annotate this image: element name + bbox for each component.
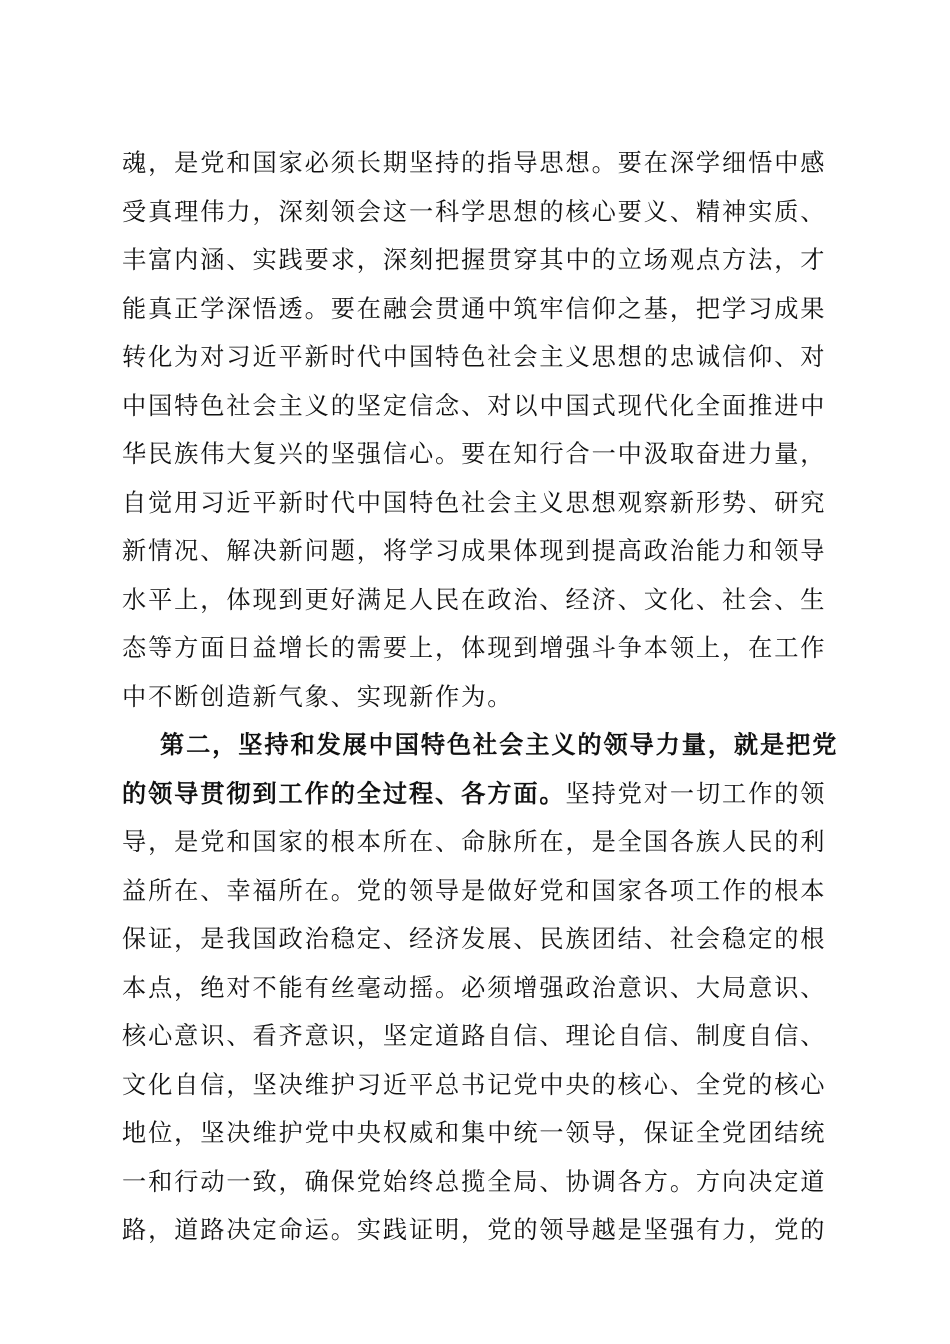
text-line: 本点，绝对不能有丝毫动摇。必须增强政治意识、大局意识、 bbox=[122, 973, 827, 1002]
text-line: 一和行动一致，确保党始终总揽全局、协调各方。方向决定道 bbox=[122, 1167, 827, 1196]
text-line: 导，是党和国家的根本所在、命脉所在，是全国各族人民的利 bbox=[122, 828, 827, 856]
text-line: 魂，是党和国家必须长期坚持的指导思想。要在深学细悟中感 bbox=[122, 149, 827, 177]
text-line: 新情况、解决新问题，将学习成果体现到提高政治能力和领导 bbox=[122, 537, 827, 565]
text-line: 益所在、幸福所在。党的领导是做好党和国家各项工作的根本 bbox=[122, 876, 827, 905]
section-heading-bold-text: 的领导贯彻到工作的全过程、各方面。 bbox=[122, 778, 566, 808]
text-line: 中国特色社会主义的坚定信念、对以中国式现代化全面推进中 bbox=[122, 391, 827, 420]
text-line: 核心意识、看齐意识，坚定道路自信、理论自信、制度自信、 bbox=[122, 1022, 827, 1050]
section-heading-line: 第二，坚持和发展中国特色社会主义的领导力量，就是把党 bbox=[160, 730, 839, 759]
text-line: 受真理伟力，深刻领会这一科学思想的核心要义、精神实质、 bbox=[122, 197, 827, 226]
text-line: 华民族伟大复兴的坚强信心。要在知行合一中汲取奋进力量， bbox=[122, 440, 827, 468]
text-line: 自觉用习近平新时代中国特色社会主义思想观察新形势、研究 bbox=[122, 488, 827, 517]
text-line: 路，道路决定命运。实践证明，党的领导越是坚强有力，党的 bbox=[122, 1216, 827, 1244]
text-line: 保证，是我国政治稳定、经济发展、民族团结、社会稳定的根 bbox=[122, 925, 827, 953]
document-body bbox=[122, 139, 839, 1255]
section-body-text: 坚持党对一切工作的领 bbox=[565, 779, 827, 808]
text-line: 转化为对习近平新时代中国特色社会主义思想的忠诚信仰、对 bbox=[122, 343, 827, 371]
section-heading-continuation bbox=[122, 770, 826, 819]
text-line: 地位，坚决维护党中央权威和集中统一领导，保证全党团结统 bbox=[122, 1119, 827, 1147]
text-line: 态等方面日益增长的需要上，体现到增强斗争本领上，在工作 bbox=[122, 634, 827, 662]
text-line: 中不断创造新气象、实现新作为。 bbox=[122, 682, 514, 711]
text-line: 丰富内涵、实践要求，深刻把握贯穿其中的立场观点方法，才 bbox=[122, 246, 827, 274]
text-line: 文化自信，坚决维护习近平总书记党中央的核心、全党的核心 bbox=[122, 1070, 827, 1099]
text-line: 水平上，体现到更好满足人民在政治、经济、文化、社会、生 bbox=[122, 585, 827, 614]
text-line: 能真正学深悟透。要在融会贯通中筑牢信仰之基，把学习成果 bbox=[122, 294, 827, 323]
